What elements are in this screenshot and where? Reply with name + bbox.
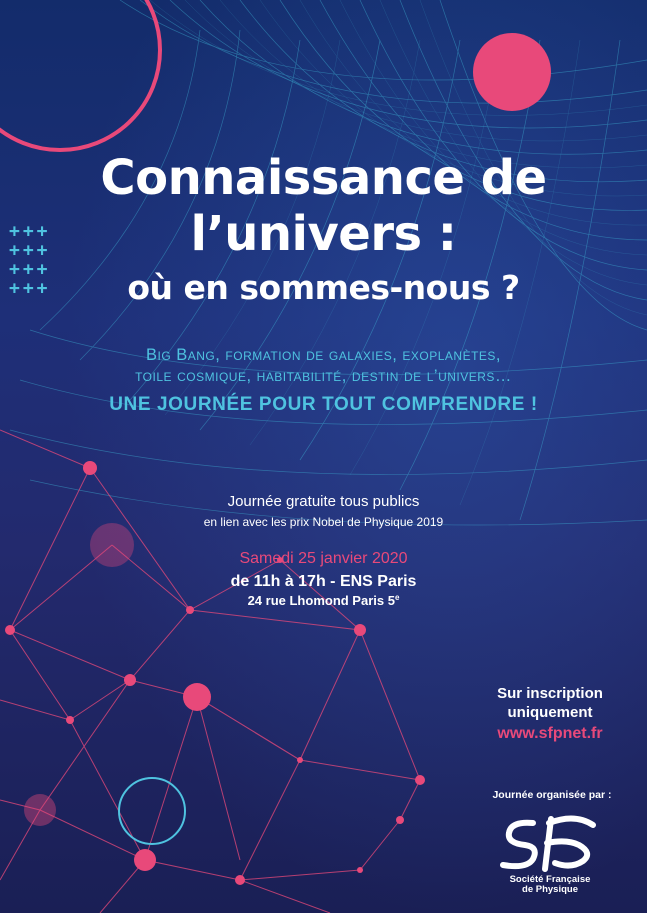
registration-link[interactable]: www.sfpnet.fr [497,725,603,742]
title-line-1: Connaissance de [100,150,547,206]
logo-caption-1: Société Française [509,874,591,885]
address-text: 24 rue Lhomond Paris 5 [247,593,395,608]
registration-line-2: uniquement [507,704,593,721]
topics-line-1: Big Bang, formation de galaxies, exoplanètes, [145,346,502,364]
tagline: UNE JOURNÉE POUR TOUT COMPRENDRE ! [109,394,538,415]
sfp-logo [497,815,602,873]
registration-line-1: Sur inscription [497,685,603,702]
logo-caption-2: de Physique [522,884,578,895]
event-time-place: de 11h à 17h - ENS Paris [230,573,417,590]
pink-dot-large [473,33,551,111]
address-superscript: e [394,593,400,602]
plus-row: +++ [9,221,51,242]
plus-row: +++ [9,259,51,280]
event-date: Samedi 25 janvier 2020 [239,550,408,567]
organizer-label: Journée organisée par : [492,789,612,801]
plus-row: +++ [9,278,51,299]
event-free-label: Journée gratuite tous publics [227,493,420,510]
plus-row: +++ [9,240,51,261]
topics-line-2: toile cosmique, habitabilité, destin de l’univers… [135,367,512,385]
event-nobel-label: en lien avec les prix Nobel de Physique 2019 [203,515,444,529]
event-address [0,593,647,608]
title-line-2: l’univers : [190,206,457,262]
title-line-3: où en sommes-nous ? [127,268,520,307]
